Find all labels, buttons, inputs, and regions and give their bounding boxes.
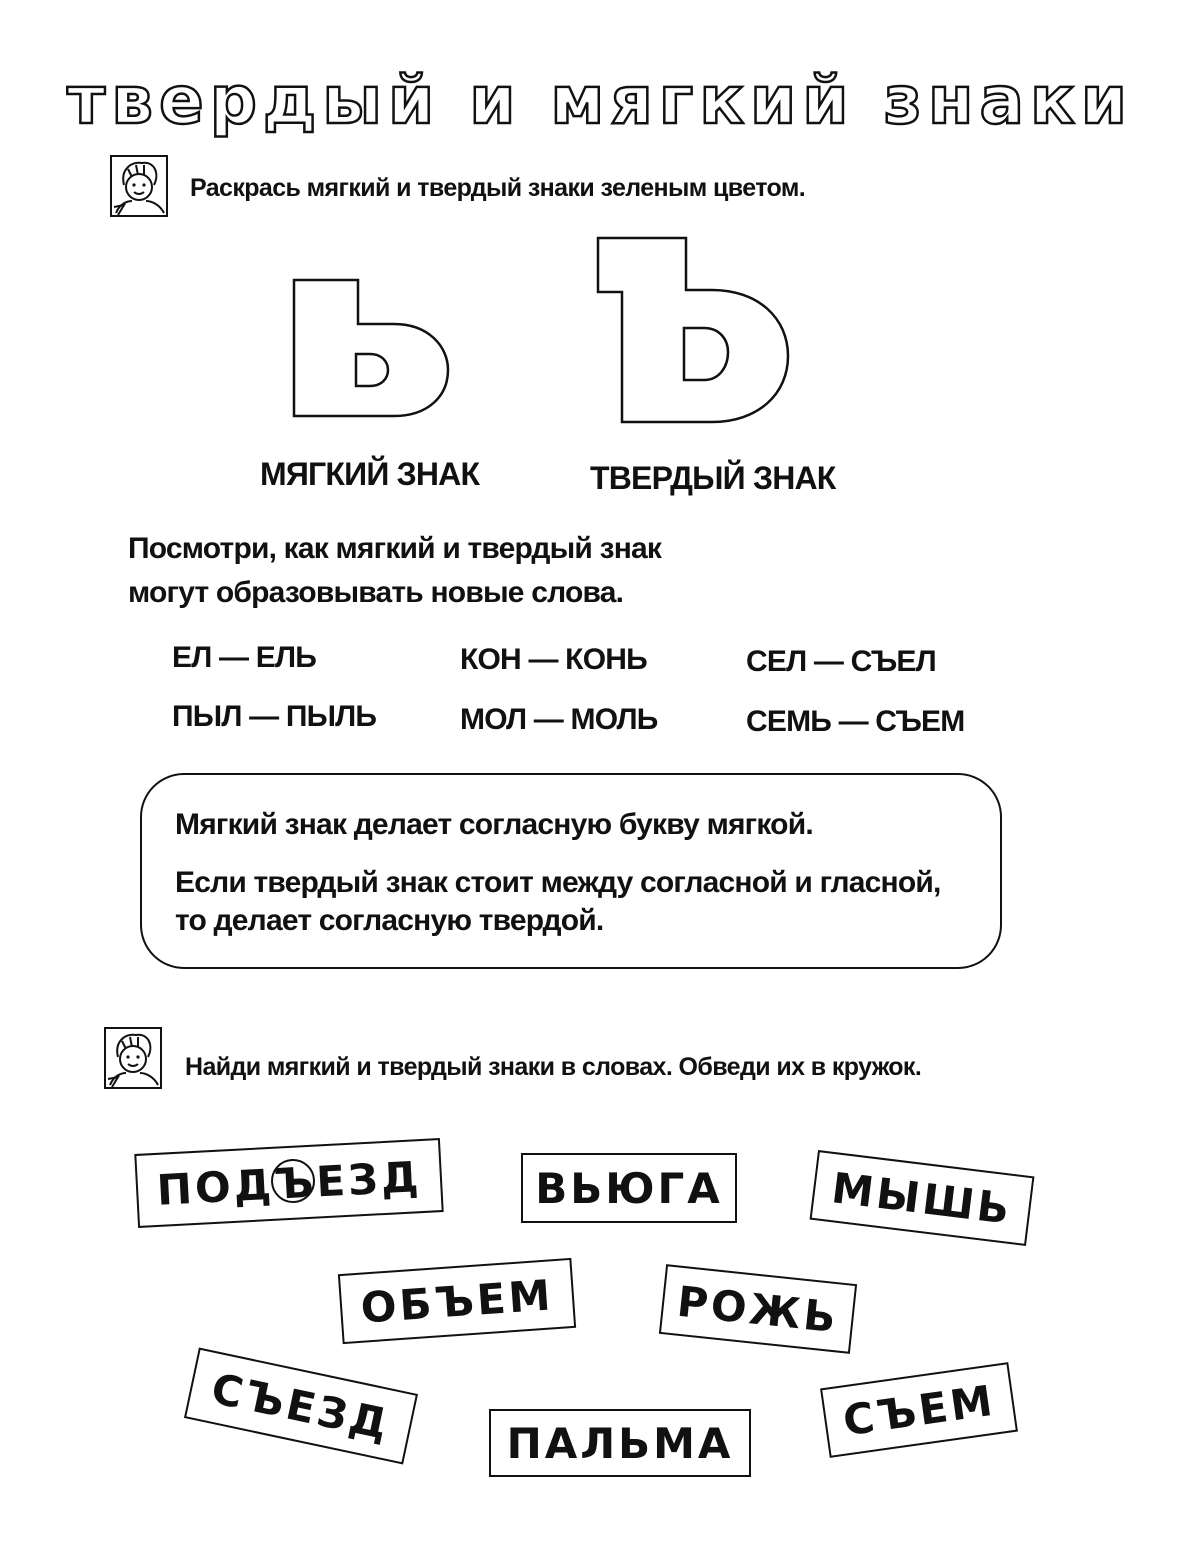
intro-line-2: могут образовывать новые слова. <box>128 576 624 609</box>
word-card[interactable]: СЪЕЗД <box>184 1348 418 1465</box>
word-card[interactable]: ПАЛЬМА <box>489 1409 751 1477</box>
word-pair: ПЫЛ — ПЫЛЬ <box>172 700 377 733</box>
word-pair: ЕЛ — ЕЛЬ <box>172 641 316 674</box>
word-pair: КОН — КОНЬ <box>460 643 647 676</box>
page-title: твердый и мягкий знаки <box>66 62 1134 139</box>
soft-sign-caption: МЯГКИЙ ЗНАК <box>260 456 480 492</box>
child-face-icon <box>110 155 168 217</box>
word-card[interactable]: ВЬЮГА <box>521 1153 737 1223</box>
word-card[interactable]: ПОДЪЕЗД <box>134 1138 443 1228</box>
rule-line-2: Если твердый знак стоит между согласной и гласной, <box>175 866 941 899</box>
child-face-icon <box>104 1027 162 1089</box>
word-card[interactable]: ОБЪЕМ <box>338 1258 576 1344</box>
hard-sign-letter <box>594 236 794 429</box>
rule-line-3: то делает согласную твердой. <box>175 904 604 937</box>
word-pair: МОЛ — МОЛЬ <box>460 703 658 736</box>
word-card[interactable]: МЫШЬ <box>810 1150 1035 1246</box>
task-instruction-find: Найди мягкий и твердый знаки в словах. Обведи их в кружок. <box>185 1053 922 1081</box>
hard-sign-caption: ТВЕРДЫЙ ЗНАК <box>590 460 836 496</box>
word-card[interactable]: СЪЕМ <box>820 1362 1018 1458</box>
word-pair: СЕЛ — СЪЕЛ <box>746 645 936 678</box>
intro-line-1: Посмотри, как мягкий и твердый знак <box>128 532 662 565</box>
soft-sign-letter <box>290 278 455 423</box>
rule-line-1: Мягкий знак делает согласную букву мягкой. <box>175 808 813 841</box>
word-pair: СЕМЬ — СЪЕМ <box>746 705 965 738</box>
word-card[interactable]: РОЖЬ <box>659 1264 857 1354</box>
task-instruction-color: Раскрась мягкий и твердый знаки зеленым цветом. <box>190 174 806 202</box>
